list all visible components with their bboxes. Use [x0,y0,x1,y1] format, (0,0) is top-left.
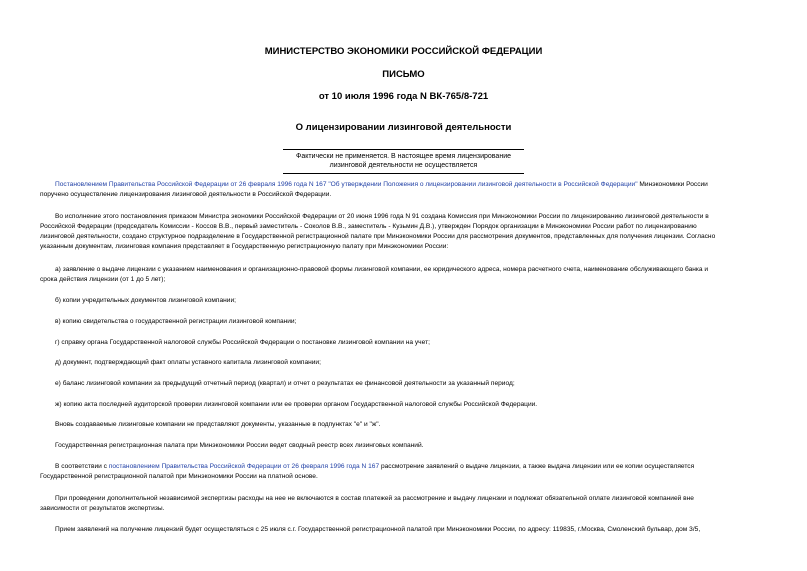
list-item-g: г) справку органа Государственной налоговой службы Российской Федерации о постановке лизинговой компании на учет; [55,339,430,346]
paragraph-order-l3: лизинговой деятельности, создано структурное подразделение в Государственной регистрационной палате при Минэкономики России для рассмотрения документов, представленных для получения лицензии. Согласно [40,233,716,240]
list-item-v: в) копию свидетельства о государственной регистрации лизинговой компании; [55,318,297,325]
paragraph-registry: Государственная регистрационная палата при Минэкономики России ведет сводный реестр всех лизинговых компаний. [55,442,424,449]
note-top-rule [283,149,524,150]
document-title: О лицензировании лизинговой деятельности [295,122,512,133]
doc-type-heading: ПИСЬМО [382,69,425,80]
paragraph-accordance-cont: Государственной регистрационной палатой при Минэкономики России на платной основе. [40,473,318,480]
list-item-a-cont: срока действия лицензии (от 1 до 5 лет); [40,276,166,283]
paragraph-receipt: Прием заявлений на получение лицензий будет осуществляться с 25 июля с.г. Государственной регистрационной палатой при Минэкономики России, по адресу: 119835, г.Москва, Смоленский бульвар, дом 3/5, [55,526,701,533]
paragraph-resolution: Постановлением Правительства Российской Федерации от 26 февраля 1996 года N 167 "Об утверждении Положения о лицензировании лизинговой деятельности в Российской Федерации" Минэкономики России [55,181,708,188]
paragraph-accordance: В соответствии с постановлением Правительства Российской Федерации от 26 февраля 1996 года N 167 рассмотрение заявлений о выдаче лицензии, а также выдача лицензии или ее копии осуществляется [55,463,695,470]
paragraph-order-l1: Во исполнение этого постановления приказом Министра экономики Российской Федерации от 20 июня 1996 года N 91 создана Комиссия при Минэкономики России по лицензированию лизинговой деятельности в [55,213,709,220]
paragraph-expertise: При проведении дополнительной независимой экспертизы расходы на нее не включаются в состав платежей за рассмотрение и выдачу лицензии и подлежат обязательной оплате лизинговой компанией вне [55,495,694,502]
paragraph-resolution-cont: поручено осуществление лицензирования лизинговой деятельности в Российской Федерации. [40,191,332,198]
resolution-link[interactable]: Постановлением Правительства Российской Федерации от 26 февраля 1996 года N 167 "Об утверждении Положения о лицензировании лизинговой деятельности в Российской Федерации" [55,181,638,188]
paragraph-order-l2: Российской Федерации (председатель Комиссии - Коссов В.В., первый заместитель - Соколов В.В., заместитель - Кузьмин Д.В.), утвержден Порядок организации в Минэкономики России работ по лицензированию [40,223,697,230]
resolution-link-2[interactable]: постановлением Правительства Российской Федерации от 26 февраля 1996 года N 167 [108,463,380,470]
ministry-heading: МИНИСТЕРСТВО ЭКОНОМИКИ РОССИЙСКОЙ ФЕДЕРАЦИИ [264,46,543,57]
paragraph-order-l4: указанным документам, лизинговая компания представляет в Государственную регистрационную палату при Минэкономики России: [40,243,449,250]
list-item-a: а) заявление о выдаче лицензии с указанием наименования и организационно-правовой формы лизинговой компании, ее юридического адреса, номера расчетного счета, наименование обслуживающего банка и [55,266,709,273]
list-item-zh: ж) копию акта последней аудиторской проверки лизинговой компании или ее проверки органом Государственной налоговой службы Российской Федерации. [55,401,538,408]
list-item-d: д) документ, подтверждающий факт оплаты уставного капитала лизинговой компании; [55,359,321,366]
note-bottom-rule [283,173,524,174]
status-note-line2: лизинговой деятельности не осуществляется [329,162,478,169]
list-item-e: е) баланс лизинговой компании за предыдущий отчетный период (квартал) и отчет о результатах ее финансовой деятельности за указанный период; [55,380,515,387]
paragraph-expertise-cont: зависимости от результатов экспертизы. [40,505,165,512]
list-item-b: б) копии учредительных документов лизинговой компании; [55,297,236,304]
date-number-heading: от 10 июля 1996 года N ВК-765/8-721 [318,91,489,102]
paragraph-new-companies: Вновь создаваемые лизинговые компании не представляют документы, указанные в подпунктах "е" и "ж". [55,421,381,428]
status-note-line1: Фактически не применяется. В настоящее время лицензирование [296,153,511,160]
